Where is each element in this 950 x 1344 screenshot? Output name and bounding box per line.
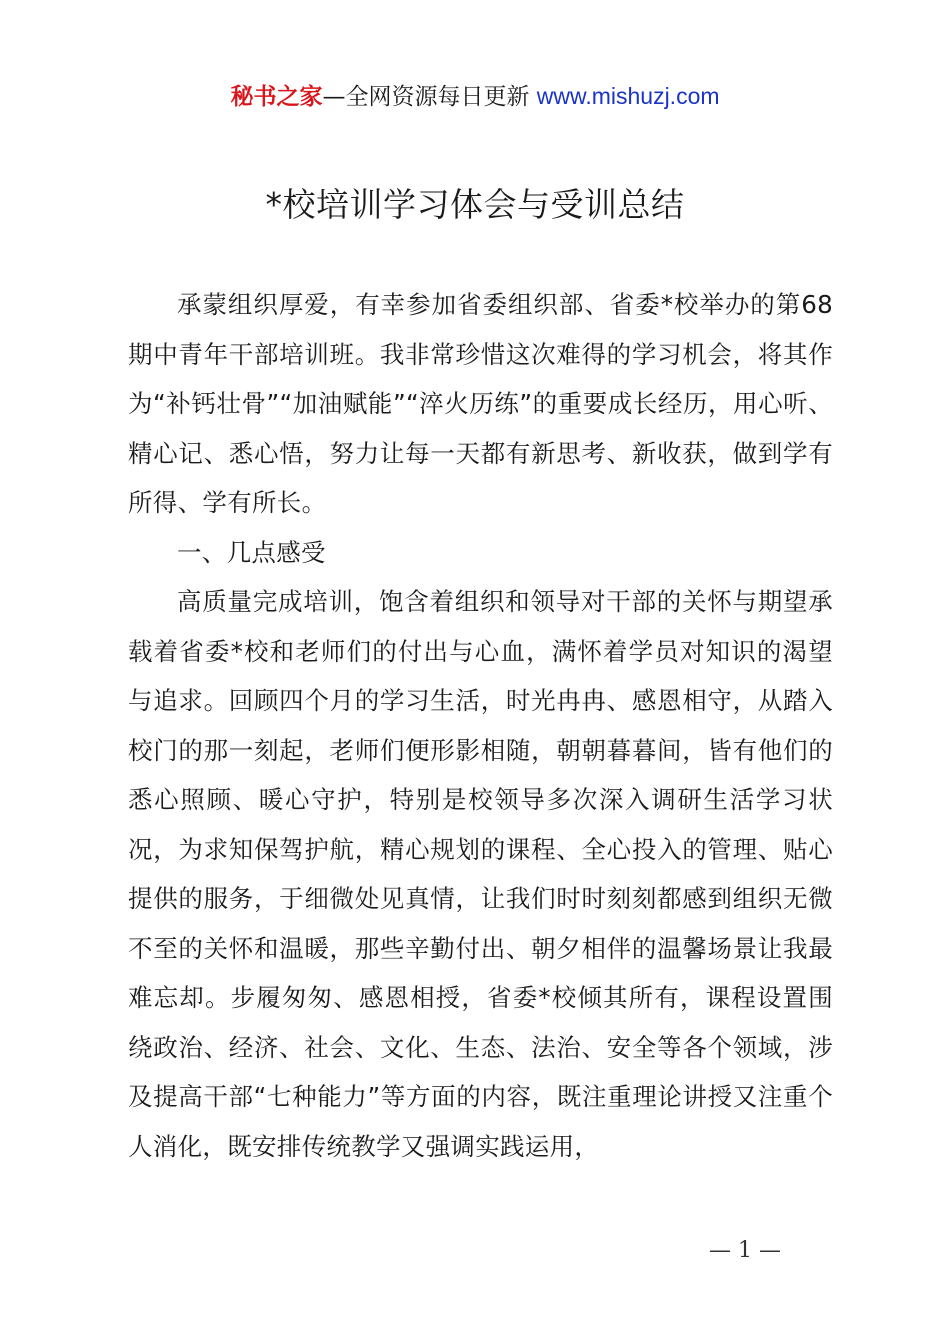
document-body	[128, 280, 833, 1171]
paragraph-intro: 承蒙组织厚爱，有幸参加省委组织部、省委*校举办的第68期中青年干部培训班。我非常珍惜这次难得的学习机会，将其作为“补钙壮骨”“加油赋能”“淬火历练”的重要成长经历，用心听、精心记、悉心悟，努力让每一天都有新思考、新收获，做到学有所得、学有所长。	[128, 290, 833, 517]
banner-tagline: —全网资源每日更新	[322, 84, 530, 110]
banner-brand: 秘书之家	[230, 84, 323, 110]
section-heading: 一、几点感受	[177, 537, 326, 567]
paragraph-feelings: 高质量完成培训，饱含着组织和领导对干部的关怀与期望承载着省委*校和老师们的付出与心血，满怀着学员对知识的渴望与追求。回顾四个月的学习生活，时光冉冉、感恩相守，从踏入校门的那一刻起，老师们便形影相随，朝朝暮暮间，皆有他们的悉心照顾、暖心守护，特别是校领导多次深入调研生活学习状况，为求知保驾护航，精心规划的课程、全心投入的管理、贴心提供的服务，于细微处见真情，让我们时时刻刻都感到组织无微不至的关怀和温暖，那些辛勤付出、朝夕相伴的温馨场景让我最难忘却。步履匆匆、感恩相授，省委*校倾其所有，课程设置围绕政治、经济、社会、文化、生态、法治、安全等各个领域，涉及提高干部“七种能力”等方面的内容，既注重理论讲授又注重个人消化，既安排传统教学又强调实践运用，	[128, 587, 833, 1161]
banner-url[interactable]: www.mishuzj.com	[536, 83, 720, 109]
document-title: *校培训学习体会与受训总结	[265, 185, 685, 224]
page-number: — 1 —	[709, 1238, 781, 1263]
site-banner	[0, 80, 950, 113]
